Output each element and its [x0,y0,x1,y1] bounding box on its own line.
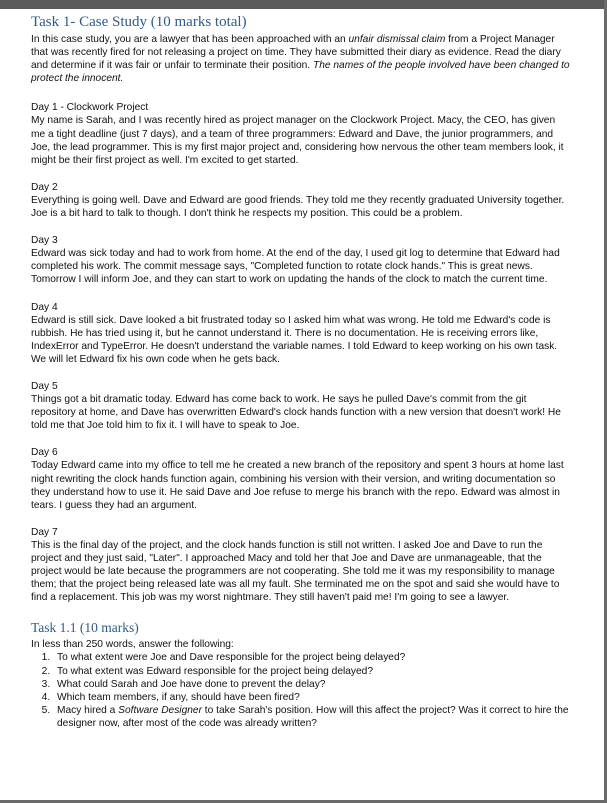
day-heading: Day 7 [31,526,58,538]
top-scrollbar-edge [0,0,607,9]
day-text: Edward is still sick. Dave looked a bit frustrated today so I asked him what was wrong. He told me Edward's code is rubbish. He has tried using it, but he cannot understand it. There is no documentation. He is receiving errors like, IndexError and TypeError. He doesn't understand the variable names. I told Edward to keep working on his own task. We will let Edward fix his own code when he gets back. [31,314,558,365]
intro-text-a: In this case study, you are a lawyer that has been approached with an [31,34,349,45]
diary-day-7 [31,526,571,605]
day-heading: Day 6 [31,447,58,459]
day-text: Edward was sick today and had to work from home. At the end of the day, I used git log to determine that Edward had completed his work. The commit message says, "Completed function to rotate clock hands." This is great news. Tomorrow I will inform Joe, and they can start to work on updating the hands of the clock to match the current time. [31,248,560,286]
task11-instruction: In less than 250 words, answer the following: [31,639,234,651]
question-1: 1. To what extent were Joe and Dave responsible for the project being delayed? [53,651,571,664]
day-text: Today Edward came into my office to tell me he created a new branch of the repository and spent 3 hours at home last night rewriting the clock hands function again, combining his version with their version, and writing documentation so they understand how to use it. He said Dave and Joe refuse to merge his branch with the repo. Edward was almost in tears. I guess they had an argument. [31,460,564,511]
task-title: Task 1- Case Study (10 marks total) [31,14,247,30]
task11-title: Task 1.1 (10 marks) [31,620,139,636]
question-5 [53,704,571,730]
question-2: 2. To what extent was Edward responsible for the project being delayed? [53,665,571,678]
intro-emphasis-names: The names of the people involved have been changed to protect the innocent. [31,60,570,85]
diary-day-3 [31,234,571,286]
diary-day-2 [31,181,571,220]
diary-day-6 [31,446,571,511]
diary-day-4 [31,301,571,366]
task-intro [31,33,571,85]
question-4: 4. Which team members, if any, should have been fired? [53,691,571,704]
day-heading: Day 3 [31,235,58,247]
document-page [31,13,571,730]
day-text: This is the final day of the project, and the clock hands function is still not written. I asked Joe and Dave to run the project and they just said, "Later". I approached Macy and told her that Joe and Dave are unmanageable, that the project would be late because the programmers are not cooperating. She told me it was my responsibility to manage them; that the project being released late was all my fault. She terminated me on the spot and said she would have to find a replacement. This job was my worst nightmare. They still haven't paid me! I'm going to see a lawyer. [31,539,560,604]
question-3: 3. What could Sarah and Joe have done to prevent the delay? [53,678,571,691]
q5-emphasis: Software Designer [118,704,202,716]
day-heading: Day 2 [31,181,58,193]
q5-text-b: to take Sarah's position. How will this affect the project? Was it correct to hire the designer now, after most of the code was already written? [57,704,569,729]
day-heading: Day 1 - Clockwork Project [31,102,149,114]
day-text: Everything is going well. Dave and Edward are good friends. They told me they recently graduated University together. Joe is a bit hard to talk to though. I don't think he respects my position. This could be a problem. [31,194,565,220]
day-text: My name is Sarah, and I was recently hired as project manager on the Clockwork Project. Macy, the CEO, has given me a tight deadline (just 7 days), and a team of three programmers: Edward and Dave, the junior programmers, and Joe, the lead programmer. This is my first major project and, considering how nervous the other team members look, it might be their first project as well. I'm excited to get started. [31,115,564,166]
day-text: Things got a bit dramatic today. Edward has come back to work. He says he pulled Dave's commit from the git repository at home, and Dave has overwritten Edward's clock hands function with a new version that doesn't work! He told me that Joe told him to fix it. I will have to speak to Joe. [31,394,561,432]
diary-day-5 [31,380,571,432]
q5-text-a: Macy hired a [57,704,119,716]
intro-text-b: from a Project Manager that was recently fired for not releasing a project on time. They have submitted their diary as evidence. Read the diary and determine if it was fair or unfair to terminate their position. [31,34,561,72]
day-heading: Day 4 [31,301,58,313]
intro-emphasis-claim: unfair dismissal claim [348,34,446,45]
day-heading: Day 5 [31,380,58,392]
question-list [31,651,571,730]
diary-day-1 [31,101,571,166]
